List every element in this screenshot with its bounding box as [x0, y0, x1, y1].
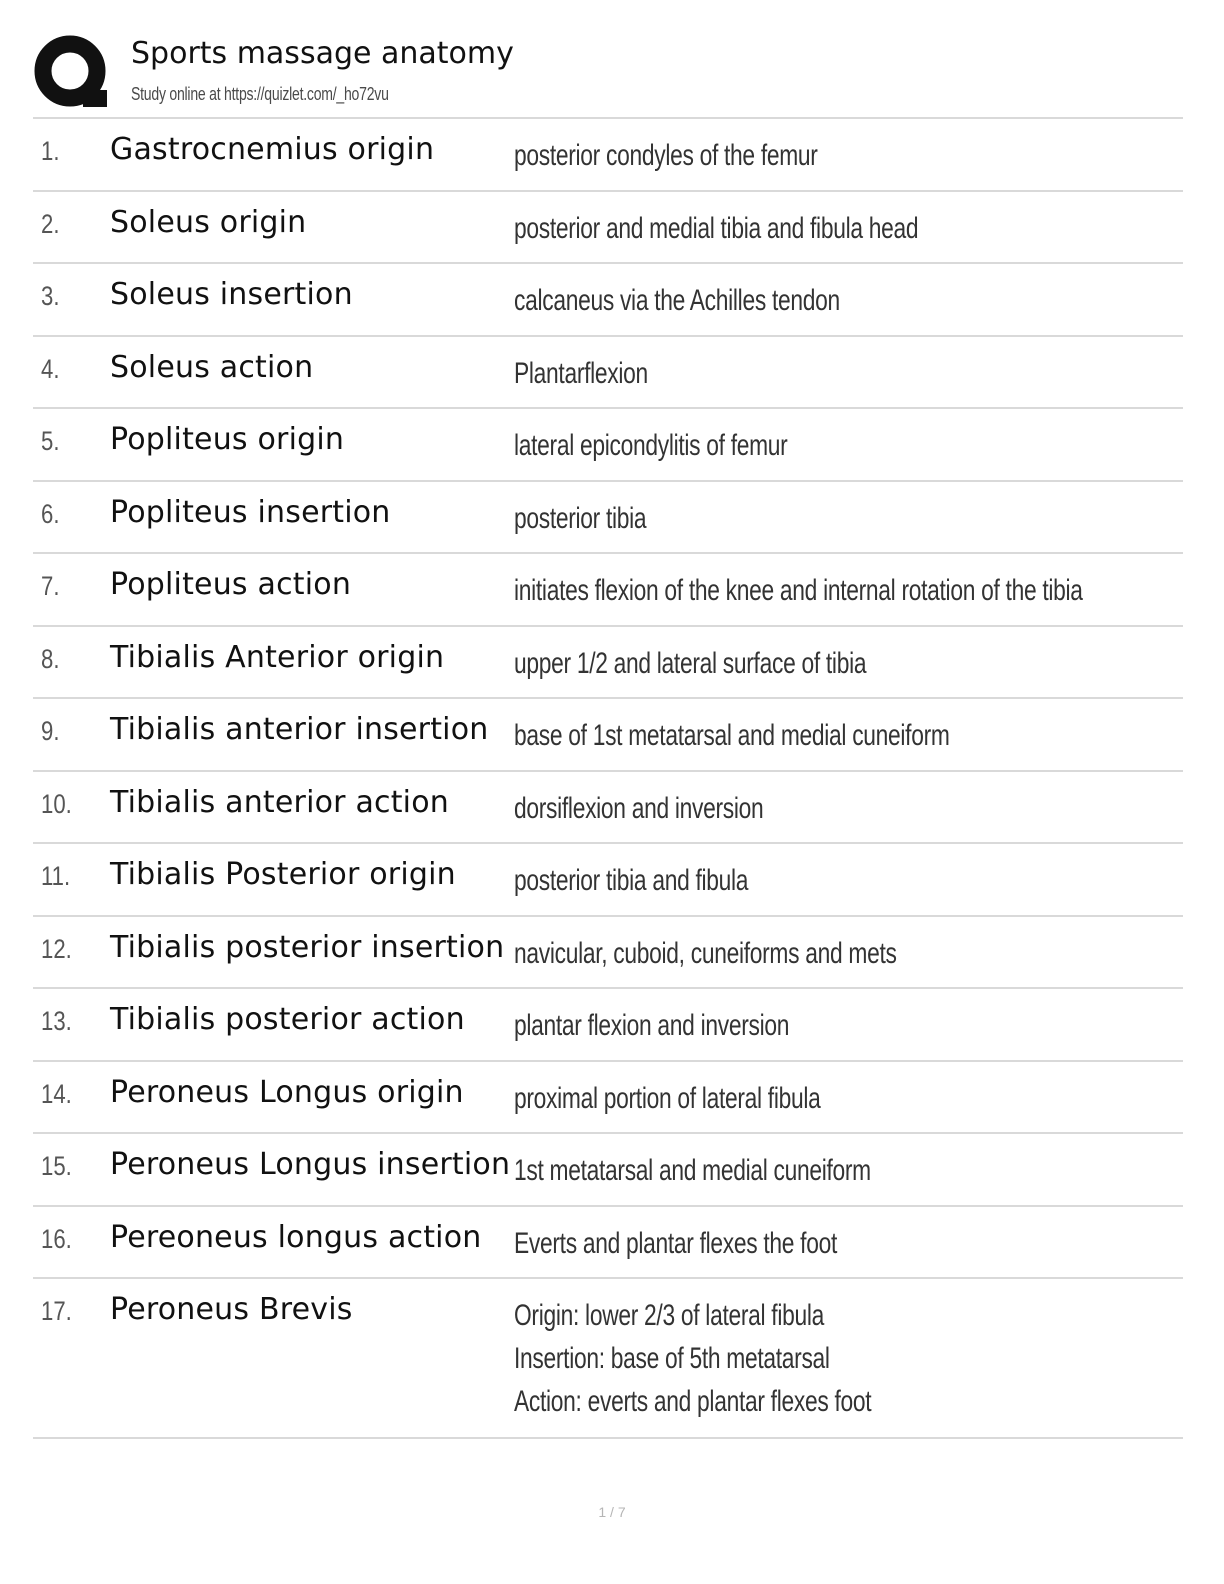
- card-definition-line: initiates flexion of the knee and internal rotation of the tibia: [514, 574, 1083, 607]
- card-definition-line: posterior and medial tibia and fibula head: [514, 211, 919, 245]
- card-term: Gastrocnemius origin: [110, 132, 435, 167]
- flashcard-row: [33, 1207, 1183, 1280]
- card-number: 5.: [41, 426, 60, 456]
- card-definition: [514, 932, 1198, 975]
- card-definition: [514, 207, 1198, 250]
- study-online-link[interactable]: Study online at https://quizlet.com/_ho72vu: [131, 84, 389, 104]
- card-definition: [514, 1294, 1198, 1423]
- card-number: 4.: [41, 353, 60, 384]
- card-number: 17.: [41, 1296, 72, 1326]
- card-definition: [514, 714, 1198, 757]
- flashcard-row: [33, 119, 1183, 192]
- card-definition-line: navicular, cuboid, cuneiforms and mets: [514, 936, 897, 970]
- card-definition-line: Everts and plantar flexes the foot: [514, 1226, 837, 1260]
- card-definition-line: Origin: lower 2/3 of lateral fibula: [514, 1299, 824, 1332]
- card-definition-line: posterior tibia: [514, 501, 647, 535]
- card-definition: [514, 1149, 1198, 1192]
- flashcard-row: [33, 554, 1183, 627]
- card-term: Popliteus insertion: [110, 494, 391, 530]
- card-term: Pereoneus longus action: [110, 1219, 482, 1255]
- card-definition-line: base of 1st metatarsal and medial cuneiform: [514, 719, 950, 752]
- flashcard-row: [33, 772, 1183, 845]
- card-definition: [514, 352, 1198, 395]
- card-definition-line: dorsiflexion and inversion: [514, 791, 764, 825]
- card-definition-line: posterior tibia and fibula: [514, 864, 749, 897]
- card-term: Tibialis Posterior origin: [110, 857, 456, 892]
- card-definition-line: calcaneus via the Achilles tendon: [514, 284, 840, 317]
- card-definition: [514, 787, 1198, 830]
- flashcard-row: [33, 699, 1183, 772]
- card-term: Tibialis Anterior origin: [110, 639, 445, 675]
- card-number: 10.: [41, 788, 72, 819]
- flashcard-row: [33, 192, 1183, 265]
- page-number: 1 / 7: [598, 1504, 626, 1520]
- card-number: 3.: [41, 281, 60, 311]
- card-term: Soleus action: [110, 349, 314, 385]
- card-term: Soleus origin: [110, 204, 307, 240]
- flashcard-row: [33, 1134, 1183, 1207]
- card-term: Tibialis anterior action: [110, 784, 449, 820]
- card-number: 13.: [41, 1006, 72, 1036]
- card-definition-line: Plantarflexion: [514, 356, 648, 390]
- card-definition: [514, 1004, 1198, 1047]
- card-number: 12.: [41, 933, 72, 964]
- card-number: 11.: [41, 861, 71, 891]
- card-term: Tibialis posterior insertion: [110, 929, 505, 965]
- card-definition-line: Action: everts and plantar flexes foot: [514, 1385, 872, 1418]
- flashcard-row: [33, 482, 1183, 555]
- flashcard-row: [33, 917, 1183, 990]
- card-number: 1.: [41, 136, 60, 166]
- card-term: Tibialis anterior insertion: [110, 712, 489, 747]
- card-term: Popliteus action: [110, 567, 352, 602]
- card-definition-line: plantar flexion and inversion: [514, 1009, 790, 1042]
- card-term: Soleus insertion: [110, 277, 353, 312]
- flashcard-row: [33, 264, 1183, 337]
- card-term: Tibialis posterior action: [110, 1002, 465, 1037]
- card-number: 6.: [41, 498, 60, 529]
- card-definition: [514, 569, 1198, 612]
- card-number: 7.: [41, 571, 60, 601]
- card-definition: [514, 497, 1198, 540]
- card-term: Peroneus Longus origin: [110, 1074, 464, 1110]
- card-number: 2.: [41, 208, 60, 239]
- card-definition: [514, 424, 1198, 467]
- card-definition: [514, 1077, 1198, 1120]
- card-definition-line: 1st metatarsal and medial cuneiform: [514, 1154, 871, 1187]
- card-number: 8.: [41, 643, 60, 674]
- card-definition: [514, 134, 1198, 177]
- card-definition-line: proximal portion of lateral fibula: [514, 1081, 821, 1115]
- flashcard-row: [33, 337, 1183, 410]
- card-definition-line: Insertion: base of 5th metatarsal: [514, 1342, 830, 1375]
- card-number: 9.: [41, 716, 60, 746]
- card-number: 14.: [41, 1078, 72, 1109]
- flashcard-row: [33, 1062, 1183, 1135]
- card-definition-line: posterior condyles of the femur: [514, 139, 818, 172]
- card-term: Peroneus Longus insertion: [110, 1147, 511, 1182]
- flashcard-row: [33, 1279, 1183, 1439]
- card-definition: [514, 279, 1198, 322]
- card-definition-line: lateral epicondylitis of femur: [514, 429, 788, 462]
- card-definition: [514, 642, 1198, 685]
- card-definition-line: upper 1/2 and lateral surface of tibia: [514, 646, 867, 680]
- card-number: 15.: [41, 1151, 72, 1181]
- card-term: Popliteus origin: [110, 422, 345, 457]
- set-title: Sports massage anatomy: [131, 36, 514, 71]
- flashcard-row: [33, 627, 1183, 700]
- flashcard-row: [33, 409, 1183, 482]
- card-definition: [514, 1222, 1198, 1265]
- flashcard-list: [33, 117, 1183, 1439]
- card-definition: [514, 859, 1198, 902]
- card-number: 16.: [41, 1223, 72, 1254]
- page-header: [33, 34, 1183, 114]
- flashcard-row: [33, 844, 1183, 917]
- flashcard-row: [33, 989, 1183, 1062]
- quizlet-q-logo-icon: [33, 34, 111, 110]
- card-term: Peroneus Brevis: [110, 1292, 353, 1327]
